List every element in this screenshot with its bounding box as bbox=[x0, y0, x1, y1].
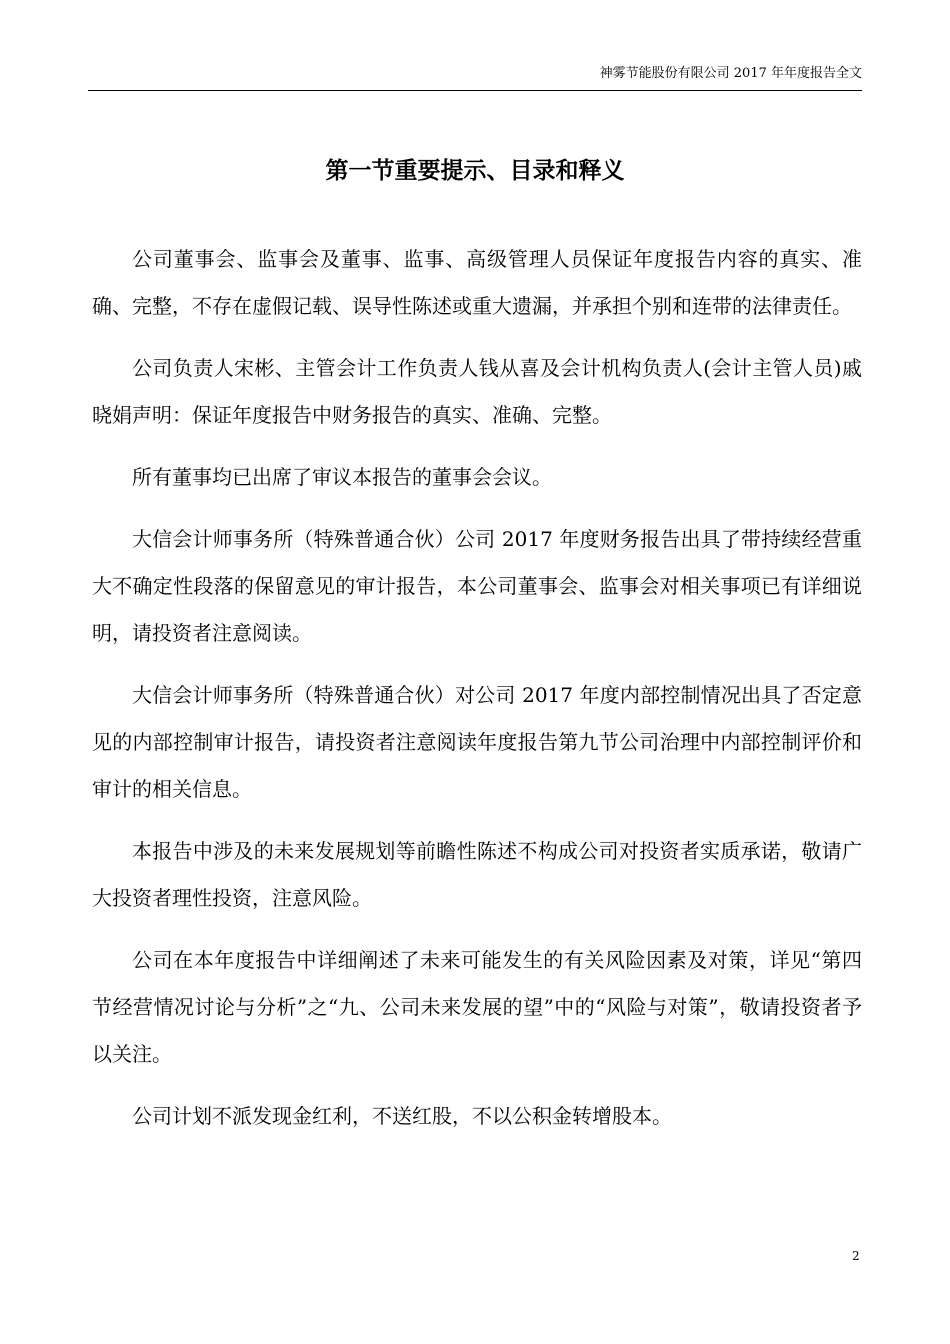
body-content bbox=[92, 236, 862, 1155]
page-number: 2 bbox=[852, 1249, 860, 1263]
paragraph-internal-control-opinion: 大信会计师事务所（特殊普通合伙）对公司 2017 年度内部控制情况出具了否定意见的内部控制审计报告，请投资者注意阅读年度报告第九节公司治理中内部控制评价和审计的相关信息。 bbox=[92, 683, 862, 801]
section-title: 第一节重要提示、目录和释义 bbox=[325, 157, 625, 184]
paragraph-board-guarantee: 公司董事会、监事会及董事、监事、高级管理人员保证年度报告内容的真实、准确、完整，不存在虚假记载、误导性陈述或重大遗漏，并承担个别和连带的法律责任。 bbox=[92, 247, 862, 318]
paragraph-forward-looking: 本报告中涉及的未来发展规划等前瞻性陈述不构成公司对投资者实质承诺，敬请广大投资者理性投资，注意风险。 bbox=[92, 839, 862, 910]
paragraph-dividend-plan: 公司计划不派发现金红利，不送红股，不以公积金转增股本。 bbox=[132, 1104, 672, 1128]
paragraph-risk-factors: 公司在本年度报告中详细阐述了未来可能发生的有关风险因素及对策，详见“第四节经营情况讨论与分析”之“九、公司未来发展的望”中的“风险与对策”，敬请投资者予以关注。 bbox=[92, 948, 862, 1066]
paragraph-financial-audit-opinion: 大信会计师事务所（特殊普通合伙）公司 2017 年度财务报告出具了带持续经营重大不确定性段落的保留意见的审计报告，本公司董事会、监事会对相关事项已有详细说明，请投资者注意阅读。 bbox=[92, 527, 862, 645]
paragraph-responsible-persons: 公司负责人宋彬、主管会计工作负责人钱从喜及会计机构负责人(会计主管人员)戚晓娟声明：保证年度报告中财务报告的真实、准确、完整。 bbox=[92, 356, 862, 427]
header-text: 神雾节能股份有限公司 2017 年年度报告全文 bbox=[599, 66, 862, 81]
page-header bbox=[88, 62, 862, 91]
paragraph-directors-attendance: 所有董事均已出席了审议本报告的董事会会议。 bbox=[132, 465, 552, 489]
